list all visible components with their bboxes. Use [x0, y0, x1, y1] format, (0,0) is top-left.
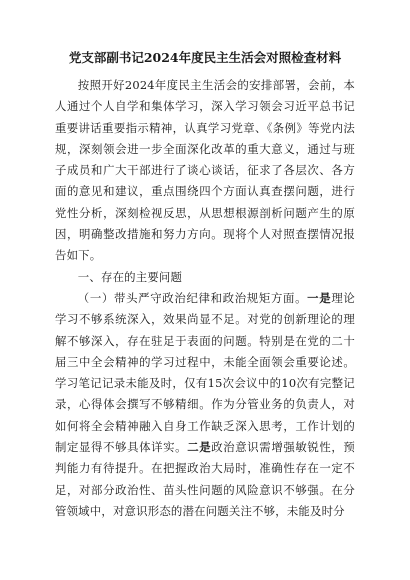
point-one-text: 理论学习不够系统深入，效果尚显不足。对党的创新理论的理解不够深入，存在驻足于表面的问题。特别是在党的二十届三中全会精神的学习过程中，未能全面领会重要论述。学习笔记记录未能及时，仅有15次会议中的10次有完整记录，心得体会撰写不够精细。作为分管业务的负责人，对如何将全会精神融入自身工作缺乏深入思考，工作计划的制定显得不够具体详实。	[55, 290, 355, 455]
subsection-heading: （一）带头严守政治纪律和政治规矩方面。	[77, 290, 308, 305]
point-two-text: 政治意识需增强敏锐性，预判能力有待提升。在把握政治大局时，准确性存在一定不足，对部分政治性、苗头性问题的风险意识不够强。在分管领域中，对意识形态的潜在问题关注不够，未能及时分	[55, 440, 356, 518]
intro-paragraph: 按照开好2024年度民主生活会的安排部署，会前，本人通过个人自学和集体学习，深入学习领会习近平总书记重要讲话重要指示精神，认真学习党章、《条例》等党内法规，深刻领会进一步全面深化改革的重大意义，通过与班子成员和广大干部进行了谈心谈话，征求了各层次、各方面的意见和建议，重点围绕四个方面认真查摆问题，进行党性分析，深刻检视反思，从思想根源剖析问题产生的原因，明确整改措施和努力方向。现将个人对照查摆情况报告如下。	[55, 78, 355, 263]
body-paragraph	[55, 288, 355, 522]
point-two-lead: 二是	[187, 440, 212, 455]
point-one-lead: 一是	[307, 290, 332, 305]
section-heading: 一、存在的主要问题	[77, 269, 183, 284]
document-title: 党支部副书记2024年度民主生活会对照检查材料	[68, 50, 342, 65]
